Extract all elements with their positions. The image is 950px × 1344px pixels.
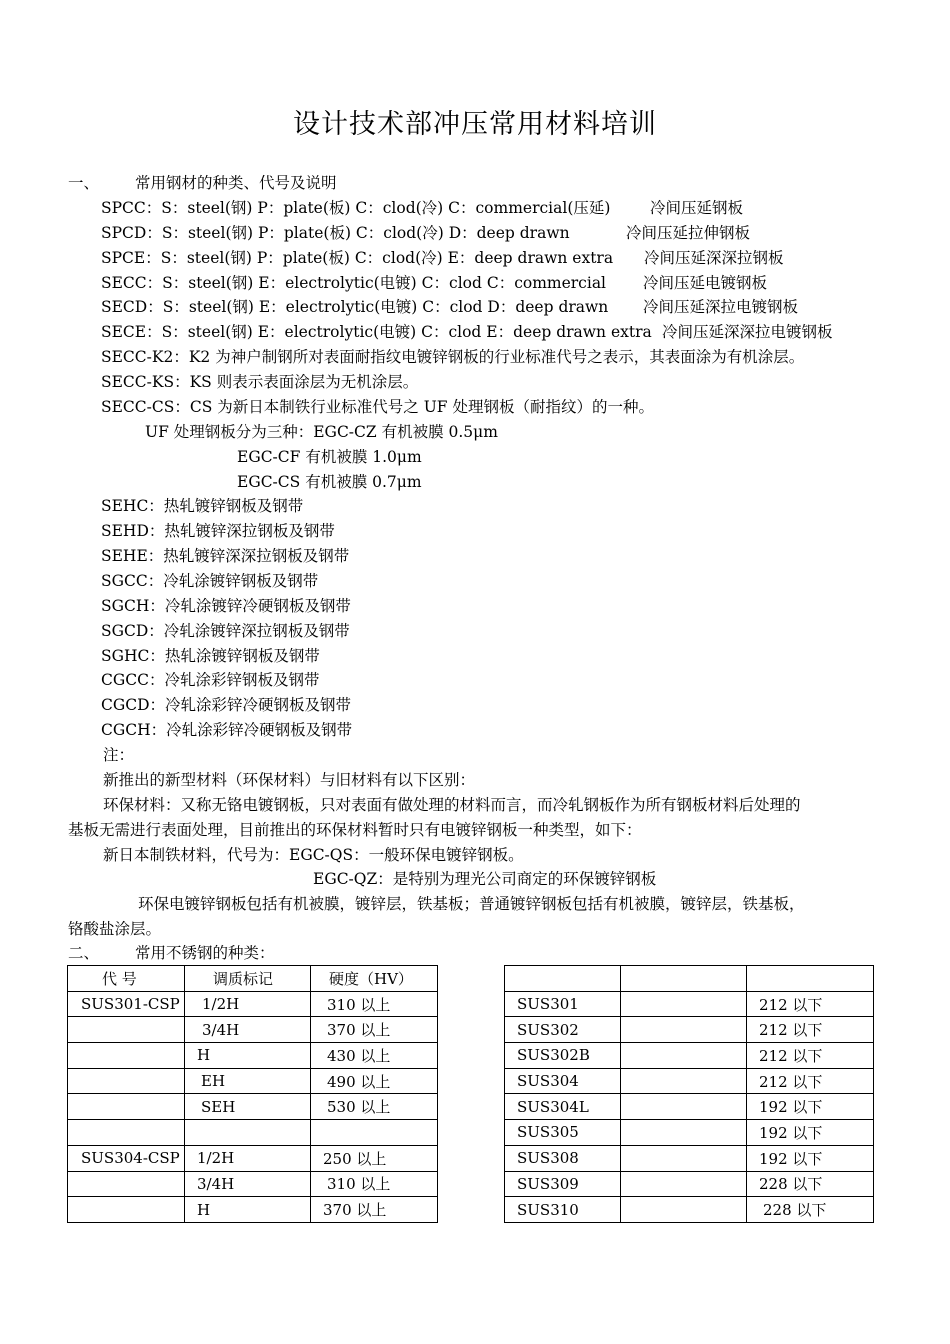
table-row-cell: SUS304 xyxy=(505,1068,621,1094)
table-row xyxy=(68,1171,438,1197)
table-row-cell: H xyxy=(185,1197,311,1223)
grade-line: SGCD：冷轧涂镀锌深拉钢板及钢带 xyxy=(101,622,350,640)
grade-line: CGCH：冷轧涂彩锌冷硬钢板及钢带 xyxy=(101,721,353,739)
table-row-cell: SUS308 xyxy=(505,1145,621,1171)
table-row-cell: 212 以下 xyxy=(747,991,874,1017)
table-row xyxy=(68,1094,438,1120)
stainless-grade-table xyxy=(504,965,874,1223)
grade-line: SGCH：冷轧涂镀锌冷硬钢板及钢带 xyxy=(101,597,351,615)
table-row-cell: 212 以下 xyxy=(747,1068,874,1094)
table-header-row xyxy=(505,966,874,992)
note-line: 基板无需进行表面处理，目前推出的环保材料暂时只有电镀锌钢板一种类型，如下： xyxy=(68,821,642,839)
table-row-cell: 228 以下 xyxy=(747,1197,874,1223)
table-row-cell xyxy=(68,1094,185,1120)
section-1-number: 一、 xyxy=(68,174,100,192)
table-row-cell: SUS302B xyxy=(505,1043,621,1069)
note-line: 铬酸盐涂层。 xyxy=(68,920,162,938)
table-row-cell xyxy=(621,1017,747,1043)
grade-line: CGCD：冷轧涂彩锌冷硬钢板及钢带 xyxy=(101,696,352,714)
table-row xyxy=(505,1043,874,1069)
table-row-cell: 192 以下 xyxy=(747,1120,874,1146)
secc-cs-line: SECC-CS：CS 为新日本制铁行业标准代号之 UF 处理钢板（耐指纹）的一种。 xyxy=(101,398,654,416)
secc-ks-line: SECC-KS：KS 则表示表面涂层为无机涂层。 xyxy=(101,373,419,391)
table-header-row xyxy=(68,966,438,992)
note-line: 新推出的新型材料（环保材料）与旧材料有以下区别： xyxy=(103,771,476,789)
code-line: SECD：S：steel(钢) E：electrolytic(电镀) C：clod D：deep drawn xyxy=(101,298,609,316)
table-row xyxy=(505,1145,874,1171)
table-header-cell: 硬度（HV） xyxy=(311,966,438,992)
note-line: 新日本制铁材料，代号为：EGC-QS：一般环保电镀锌钢板。 xyxy=(103,846,524,864)
table-row-cell xyxy=(621,1068,747,1094)
table-header-cell: 代 号 xyxy=(68,966,185,992)
table-row-cell: 228 以下 xyxy=(747,1171,874,1197)
table-row-cell: 1/2H xyxy=(185,991,311,1017)
grade-line: SEHC：热轧镀锌钢板及钢带 xyxy=(101,497,304,515)
table-row-cell: SUS302 xyxy=(505,1017,621,1043)
table-row-cell: EH xyxy=(185,1068,311,1094)
grade-line: SEHE：热轧镀锌深深拉钢板及钢带 xyxy=(101,547,350,565)
table-row-cell: 212 以下 xyxy=(747,1017,874,1043)
table-row xyxy=(68,1043,438,1069)
section-2-heading: 常用不锈钢的种类： xyxy=(135,944,275,962)
table-row xyxy=(68,1120,438,1146)
table-row-cell: SUS301 xyxy=(505,991,621,1017)
table-row-cell: SUS301-CSP xyxy=(68,991,185,1017)
table-row xyxy=(505,1197,874,1223)
table-row-cell xyxy=(621,1094,747,1120)
table-row-cell: 250 以上 xyxy=(311,1145,438,1171)
code-meaning: 冷间压延深拉电镀钢板 xyxy=(643,298,799,316)
table-row-cell: 490 以上 xyxy=(311,1068,438,1094)
table-row-cell: 370 以上 xyxy=(311,1197,438,1223)
table-row-cell xyxy=(621,1043,747,1069)
table-row-cell xyxy=(68,1171,185,1197)
table-row-cell: SUS310 xyxy=(505,1197,621,1223)
section-2-number: 二、 xyxy=(68,944,100,962)
code-meaning: 冷间压延拉伸钢板 xyxy=(626,224,751,242)
table-row-cell xyxy=(621,1145,747,1171)
note-label: 注： xyxy=(103,746,135,764)
table-row xyxy=(68,1068,438,1094)
table-row-cell: 530 以上 xyxy=(311,1094,438,1120)
table-row-cell: SUS305 xyxy=(505,1120,621,1146)
table-row-cell xyxy=(68,1017,185,1043)
table-header-cell xyxy=(505,966,621,992)
table-row xyxy=(68,1017,438,1043)
table-row-cell: 1/2H xyxy=(185,1145,311,1171)
page-title: 设计技术部冲压常用材料培训 xyxy=(293,109,657,140)
table-row-cell: 3/4H xyxy=(185,1171,311,1197)
grade-line: SEHD：热轧镀锌深拉钢板及钢带 xyxy=(101,522,335,540)
table-header-cell xyxy=(747,966,874,992)
table-row xyxy=(505,1120,874,1146)
table-row-cell: SUS304-CSP xyxy=(68,1145,185,1171)
code-line: SPCC：S：steel(钢) P：plate(板) C：clod(冷) C：commercial(压延) xyxy=(101,199,611,217)
grade-line: SGHC：热轧涂镀锌钢板及钢带 xyxy=(101,647,320,665)
code-line: SPCE：S：steel(钢) P：plate(板) C：clod(冷) E：deep drawn extra xyxy=(101,249,614,267)
table-row-cell xyxy=(68,1197,185,1223)
code-line: SECC：S：steel(钢) E：electrolytic(电镀) C：clod C：commercial xyxy=(101,274,607,292)
table-row-cell xyxy=(621,991,747,1017)
table-row-cell: 3/4H xyxy=(185,1017,311,1043)
table-row-cell xyxy=(185,1120,311,1146)
code-line: SECE：S：steel(钢) E：electrolytic(电镀) C：clod E：deep drawn extra xyxy=(101,323,652,341)
table-row-cell xyxy=(311,1120,438,1146)
table-header-cell xyxy=(621,966,747,992)
table-row xyxy=(68,991,438,1017)
secc-k2-line: SECC-K2：K2 为神户制钢所对表面耐指纹电镀锌钢板的行业标准代号之表示，其表面涂为有机涂层。 xyxy=(101,348,805,366)
grade-line: CGCC：冷轧涂彩锌钢板及钢带 xyxy=(101,671,320,689)
table-row-cell: H xyxy=(185,1043,311,1069)
stainless-hardness-table xyxy=(67,965,438,1223)
table-row xyxy=(505,1171,874,1197)
table-row-cell xyxy=(621,1197,747,1223)
code-meaning: 冷间压延钢板 xyxy=(650,199,744,217)
table-row xyxy=(68,1145,438,1171)
code-line: SPCD：S：steel(钢) P：plate(板) C：clod(冷) D：deep drawn xyxy=(101,224,570,242)
section-1-heading: 常用钢材的种类、代号及说明 xyxy=(135,174,337,192)
table-row-cell: SUS309 xyxy=(505,1171,621,1197)
table-row-cell: SUS304L xyxy=(505,1094,621,1120)
table-header-cell: 调质标记 xyxy=(185,966,311,992)
code-meaning: 冷间压延深深拉钢板 xyxy=(644,249,784,267)
table-row xyxy=(505,1094,874,1120)
uf-line-3: EGC-CS 有机被膜 0.7μm xyxy=(237,473,422,491)
note-line: 环保电镀锌钢板包括有机被膜，镀锌层，铁基板；普通镀锌钢板包括有机被膜，镀锌层，铁基板， xyxy=(138,895,805,913)
table-row xyxy=(505,1068,874,1094)
table-row-cell: 310 以上 xyxy=(311,1171,438,1197)
table-row-cell: 370 以上 xyxy=(311,1017,438,1043)
table-row xyxy=(505,1017,874,1043)
table-row-cell: 310 以上 xyxy=(311,991,438,1017)
table-row-cell: 192 以下 xyxy=(747,1145,874,1171)
table-row-cell xyxy=(621,1120,747,1146)
table-row-cell xyxy=(621,1171,747,1197)
code-meaning: 冷间压延深深拉电镀钢板 xyxy=(662,323,833,341)
grade-line: SGCC：冷轧涂镀锌钢板及钢带 xyxy=(101,572,319,590)
table-row-cell: 192 以下 xyxy=(747,1094,874,1120)
table-row xyxy=(68,1197,438,1223)
note-line: EGC-QZ：是特别为理光公司商定的环保镀锌钢板 xyxy=(313,870,657,888)
table-row-cell: SEH xyxy=(185,1094,311,1120)
table-row-cell: 430 以上 xyxy=(311,1043,438,1069)
uf-line-2: EGC-CF 有机被膜 1.0μm xyxy=(237,448,422,466)
table-row-cell xyxy=(68,1068,185,1094)
uf-line-1: UF 处理钢板分为三种：EGC-CZ 有机被膜 0.5μm xyxy=(145,423,498,441)
code-meaning: 冷间压延电镀钢板 xyxy=(643,274,768,292)
table-row-cell: 212 以下 xyxy=(747,1043,874,1069)
note-line: 环保材料：又称无铬电镀钢板，只对表面有做处理的材料而言，而冷轧钢板作为所有钢板材料后处理的 xyxy=(103,796,801,814)
table-row xyxy=(505,991,874,1017)
table-row-cell xyxy=(68,1120,185,1146)
table-row-cell xyxy=(68,1043,185,1069)
